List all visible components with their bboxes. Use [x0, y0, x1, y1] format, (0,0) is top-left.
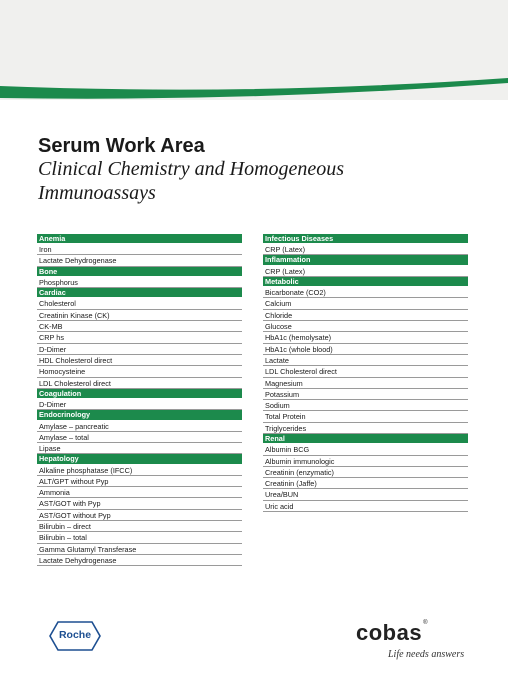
test-item: Homocysteine [37, 366, 242, 377]
test-item: Magnesium [263, 378, 468, 389]
roche-logo [49, 621, 101, 651]
test-item: Glucose [263, 321, 468, 332]
page-title: Serum Work Area [38, 135, 205, 157]
roche-logo-text: Roche [58, 629, 92, 641]
page-subtitle-line-1: Clinical Chemistry and Homogeneous [38, 158, 345, 180]
test-item: AST/GOT without Pyp [37, 510, 242, 521]
test-item: Lipase [37, 443, 242, 454]
cobas-logo-text: cobas [356, 620, 423, 645]
registered-mark: ® [423, 620, 429, 626]
test-item: Sodium [263, 400, 468, 411]
tagline: Life needs answers [388, 649, 465, 660]
test-item: CRP (Latex) [263, 244, 468, 255]
cobas-logo [356, 620, 428, 646]
category-header-hepatology: Hepatology [37, 454, 242, 464]
title-block [38, 135, 478, 205]
test-item: Bilirubin – direct [37, 521, 242, 532]
test-item: Ammonia [37, 487, 242, 498]
test-item: Creatinin Kinase (CK) [37, 310, 242, 321]
test-item: Total Protein [263, 411, 468, 422]
test-item: HbA1c (hemolysate) [263, 332, 468, 343]
test-item: LDL Cholesterol direct [37, 378, 242, 389]
test-item: Iron [37, 244, 242, 255]
test-item: Uric acid [263, 501, 468, 512]
test-item: Amylase – total [37, 432, 242, 443]
test-item: Phosphorus [37, 277, 242, 288]
test-item: LDL Cholesterol direct [263, 366, 468, 377]
test-item: CRP (Latex) [263, 266, 468, 277]
test-item: Potassium [263, 389, 468, 400]
test-item: ALT/GPT without Pyp [37, 476, 242, 487]
right-test-column [263, 234, 468, 512]
category-header-coagulation: Coagulation [37, 389, 242, 399]
test-item: Albumin BCG [263, 444, 468, 455]
test-item: HDL Cholesterol direct [37, 355, 242, 366]
test-item: Calcium [263, 298, 468, 309]
test-item: D-Dimer [37, 344, 242, 355]
category-header-inflammation: Inflammation [263, 255, 468, 265]
category-header-renal: Renal [263, 434, 468, 444]
category-header-metabolic: Metabolic [263, 277, 468, 287]
page-subtitle-line-2: Immunoassays [38, 182, 156, 204]
test-item: Creatinin (Jaffe) [263, 478, 468, 489]
test-item: D-Dimer [37, 399, 242, 410]
category-header-infectious-diseases: Infectious Diseases [263, 234, 468, 244]
test-item: Urea/BUN [263, 489, 468, 500]
green-swoosh-graphic [0, 0, 508, 110]
test-item: HbA1c (whole blood) [263, 344, 468, 355]
test-item: CK-MB [37, 321, 242, 332]
test-item: Lactate [263, 355, 468, 366]
category-header-cardiac: Cardiac [37, 288, 242, 298]
left-test-column [37, 234, 242, 566]
category-header-endocrinology: Endocrinology [37, 410, 242, 420]
test-item: Lactate Dehydrogenase [37, 255, 242, 266]
category-header-bone: Bone [37, 267, 242, 277]
test-item: Albumin immunologic [263, 456, 468, 467]
test-item: Cholesterol [37, 298, 242, 309]
test-item: Lactate Dehydrogenase [37, 555, 242, 566]
test-item: Amylase – pancreatic [37, 421, 242, 432]
test-item: Bilirubin – total [37, 532, 242, 543]
test-item: AST/GOT with Pyp [37, 498, 242, 509]
test-item: CRP hs [37, 332, 242, 343]
test-item: Creatinin (enzymatic) [263, 467, 468, 478]
test-item: Chloride [263, 310, 468, 321]
test-item: Bicarbonate (CO2) [263, 287, 468, 298]
test-item: Triglycerides [263, 423, 468, 434]
category-header-anemia: Anemia [37, 234, 242, 244]
test-item: Gamma Glutamyl Transferase [37, 544, 242, 555]
test-item: Alkaline phosphatase (IFCC) [37, 465, 242, 476]
